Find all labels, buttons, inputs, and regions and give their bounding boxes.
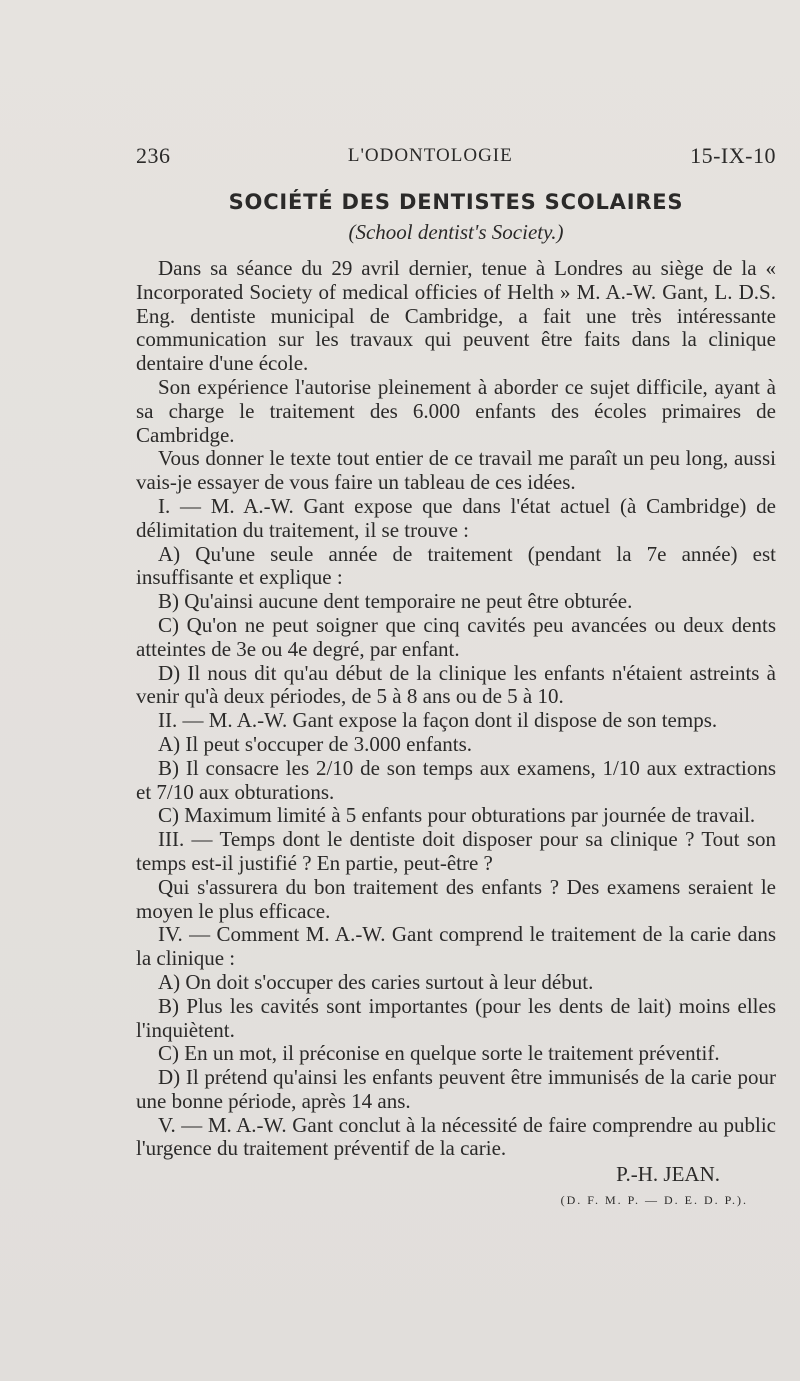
article-body — [136, 257, 776, 1213]
section-iv-point-c: C) En un mot, il préconise en quelque sorte le traitement préventif. — [158, 1041, 720, 1066]
section-iii-heading: III. — Temps dont le dentiste doit disposer pour sa clinique ? Tout son temps est-il justifié ? En partie, peut-être ? — [136, 827, 776, 875]
article-subtitle: (School dentist's Society.) — [348, 220, 564, 244]
author-credentials: (D. F. M. P. — D. E. D. P.). — [560, 1193, 748, 1208]
section-ii-point-b: B) Il consacre les 2/10 de son temps aux examens, 1/10 aux extractions et 7/10 aux obturations. — [136, 755, 776, 804]
section-iii-followup: Qui s'assurera du bon traitement des enfants ? Des examens seraient le moyen le plus efficace. — [136, 874, 776, 923]
journal-title: L'ODONTOLOGIE — [347, 145, 513, 166]
section-ii-heading: II. — M. A.-W. Gant expose la façon dont il dispose de son temps. — [158, 708, 718, 733]
section-i-point-a: A) Qu'une seule année de traitement (pendant la 7e année) est insuffisante et explique : — [136, 541, 776, 590]
section-iv-point-b: B) Plus les cavités sont importantes (pour les dents de lait) moins elles l'inquiètent. — [136, 993, 776, 1042]
section-iv-point-d: D) Il prétend qu'ainsi les enfants peuvent être immunisés de la carie pour une bonne période, après 14 ans. — [136, 1065, 776, 1113]
section-i-point-c: C) Qu'on ne peut soigner que cinq cavités peu avancées ou deux dents atteintes de 3e ou 4e degré, par enfant. — [136, 612, 776, 661]
paragraph-intro: Dans sa séance du 29 avril dernier, tenue à Londres au siège de la « Incorporated Society of medical officies of Helth » M. A.-W. Gant, L. D.S. Eng. dentiste municipal de Cambridge, a fait une très intéressante communication sur les travaux qui peuvent être faits dans la clinique dentaire d'une école. — [136, 256, 776, 376]
issue-date: 15-IX-10 — [690, 143, 776, 168]
page-number: 236 — [136, 143, 171, 168]
section-i-heading: I. — M. A.-W. Gant expose que dans l'état actuel (à Cambridge) de délimitation du traitement, il se trouve : — [136, 493, 776, 542]
article-title: SOCIÉTÉ DES DENTISTES SCOLAIRES — [228, 190, 684, 214]
section-iv-point-a: A) On doit s'occuper des caries surtout à leur début. — [158, 969, 594, 994]
paragraph-summary-note: Vous donner le texte tout entier de ce travail me paraît un peu long, aussi vais-je essayer de vous faire un tableau de ces idées. — [136, 446, 776, 495]
section-ii-point-c: C) Maximum limité à 5 enfants pour obturations par journée de travail. — [158, 803, 756, 828]
section-i-point-b: B) Qu'ainsi aucune dent temporaire ne peut être obturée. — [158, 589, 633, 614]
section-iv-heading: IV. — Comment M. A.-W. Gant comprend le traitement de la carie dans la clinique : — [136, 922, 776, 971]
running-header — [136, 142, 776, 170]
section-v-conclusion: V. — M. A.-W. Gant conclut à la nécessité de faire comprendre au public l'urgence du traitement préventif de la carie. — [136, 1112, 776, 1161]
author-signature: P.-H. JEAN. — [616, 1162, 720, 1187]
section-i-point-d: D) Il nous dit qu'au début de la clinique les enfants n'étaient astreints à venir qu'à deux périodes, de 5 à 8 ans ou de 5 à 10. — [136, 660, 776, 709]
paragraph-experience: Son expérience l'autorise pleinement à aborder ce sujet difficile, ayant à sa charge le traitement des 6.000 enfants des écoles primaires de Cambridge. — [136, 374, 776, 447]
section-ii-point-a: A) Il peut s'occuper de 3.000 enfants. — [158, 731, 473, 756]
